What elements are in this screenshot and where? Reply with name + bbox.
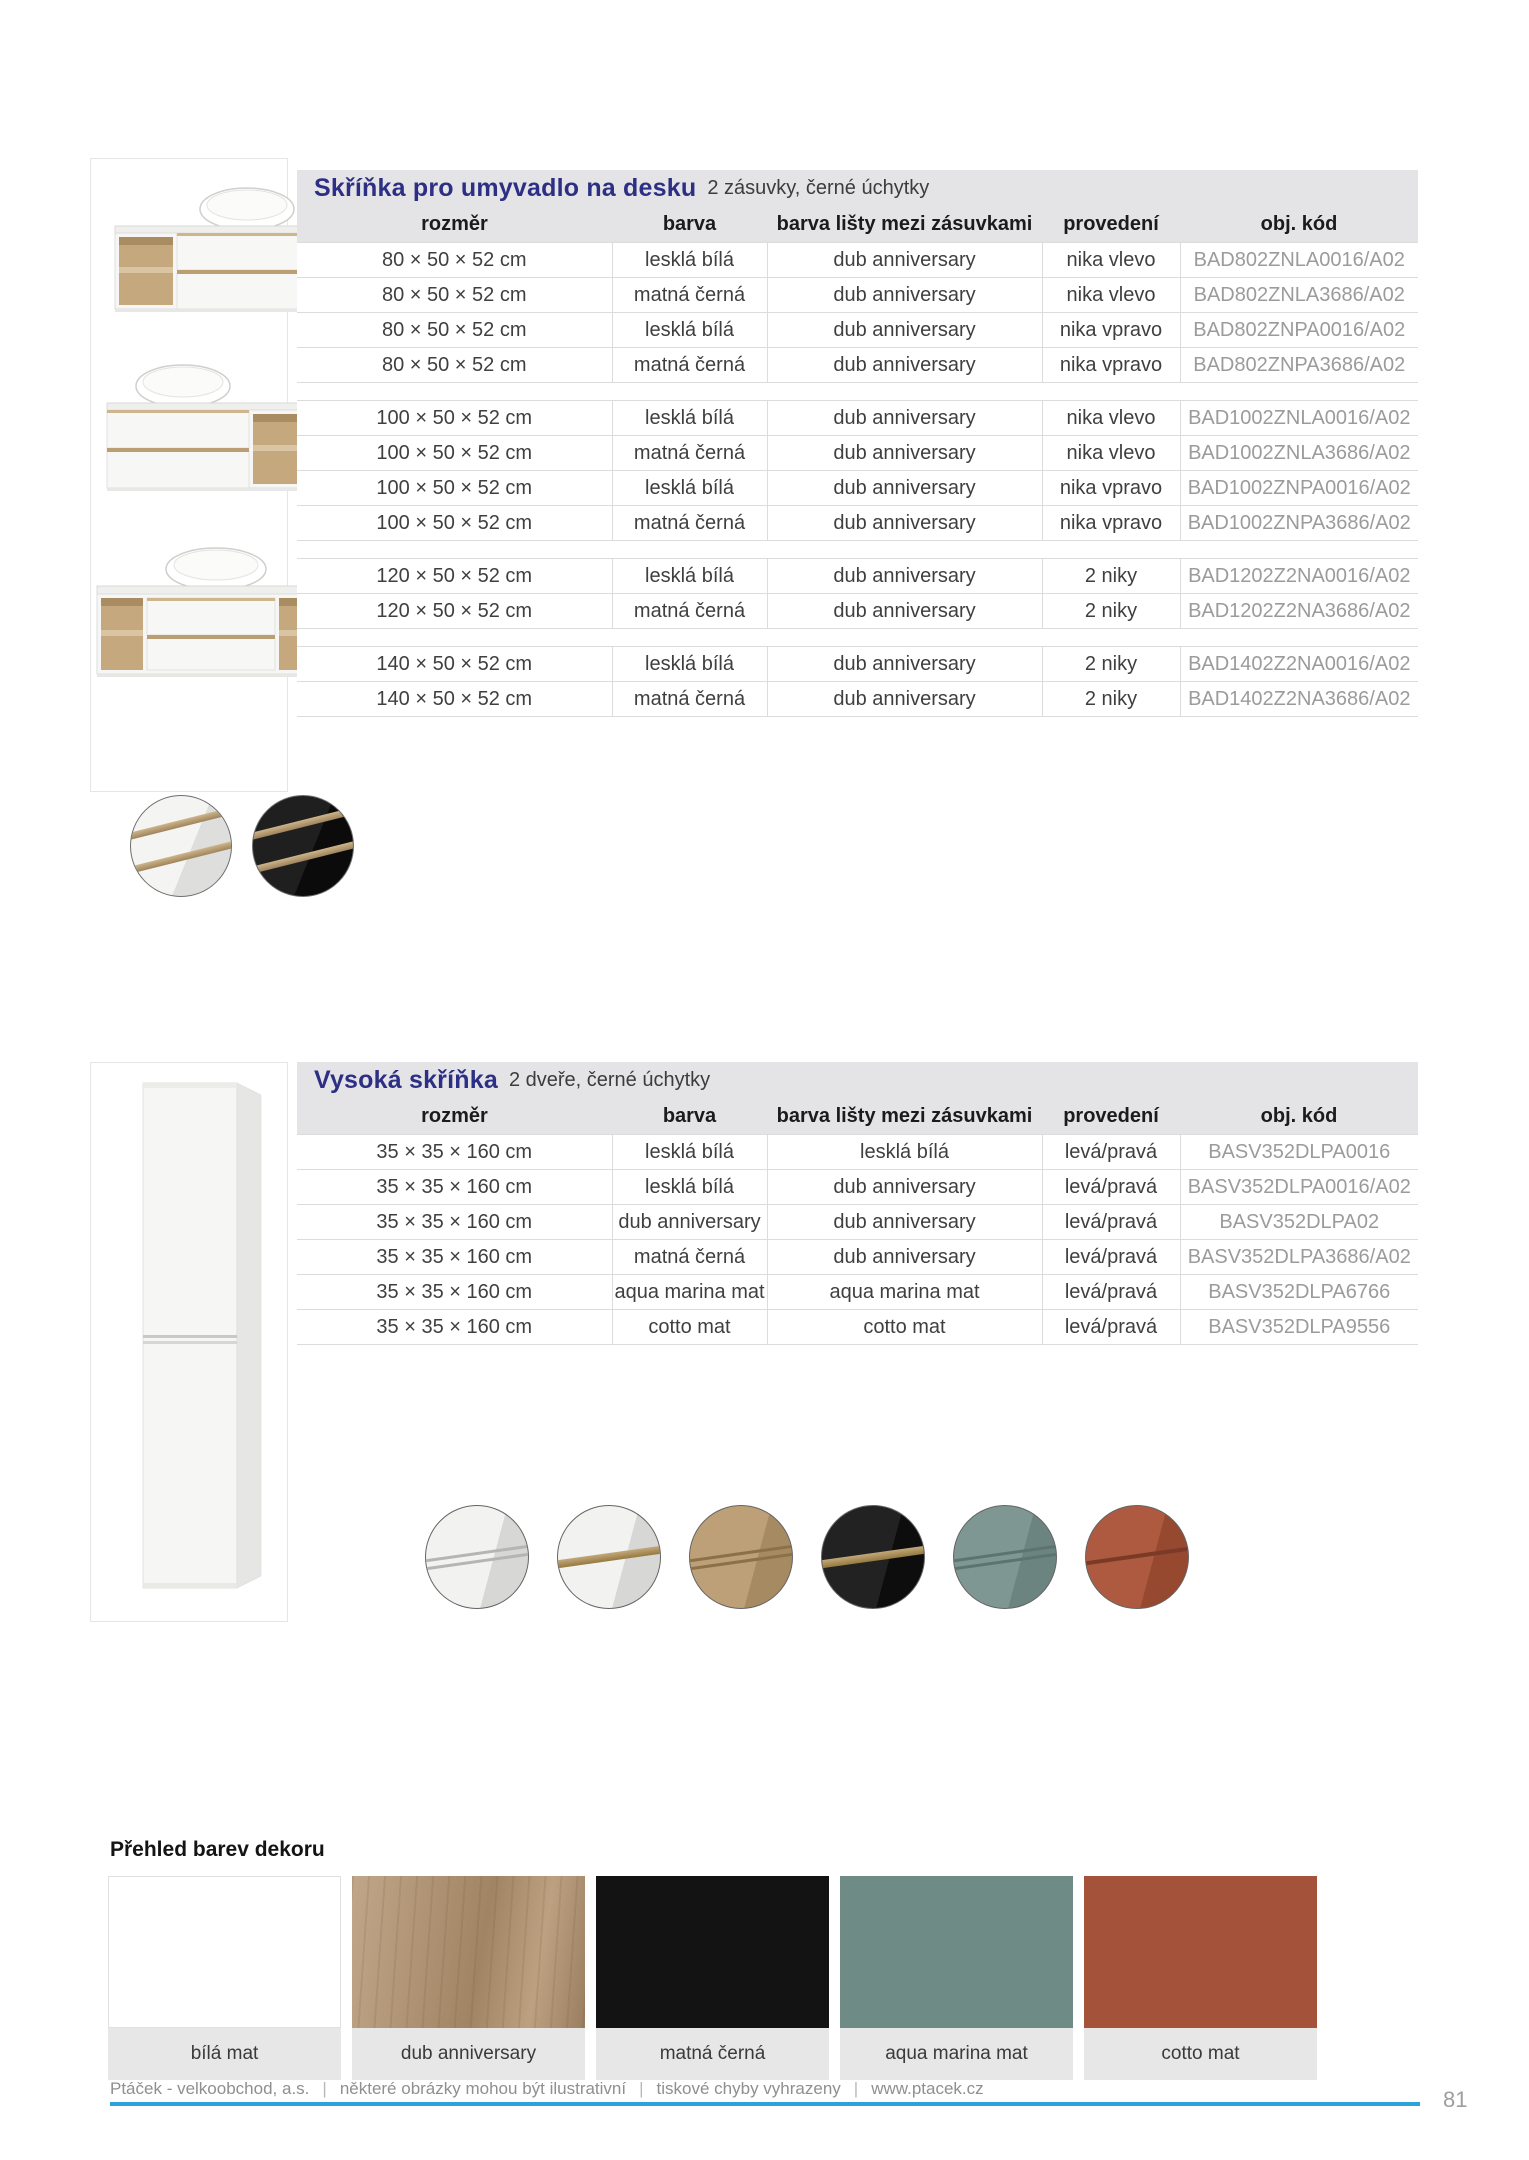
cell-lista: dub anniversary — [767, 1240, 1042, 1275]
cell-barva: aqua marina mat — [612, 1275, 767, 1310]
cell-provedeni: nika vlevo — [1042, 401, 1180, 436]
cell-rozmer: 35 × 35 × 160 cm — [297, 1310, 612, 1345]
cell-barva: lesklá bílá — [612, 401, 767, 436]
cell-kod: BASV352DLPA9556 — [1180, 1310, 1418, 1345]
cell-rozmer: 80 × 50 × 52 cm — [297, 348, 612, 383]
cell-provedeni: levá/pravá — [1042, 1135, 1180, 1170]
table-row — [297, 1240, 1418, 1275]
cell-provedeni: nika vpravo — [1042, 313, 1180, 348]
cell-kod: BAD802ZNLA0016/A02 — [1180, 243, 1418, 278]
footer-company: Ptáček - velkoobchod, a.s. — [110, 2079, 310, 2098]
table-row — [297, 401, 1418, 436]
finish-detail-cotto-image — [1085, 1505, 1189, 1609]
table-row — [297, 1135, 1418, 1170]
cell-provedeni: levá/pravá — [1042, 1170, 1180, 1205]
cell-kod: BAD1002ZNPA3686/A02 — [1180, 506, 1418, 541]
decor-swatch — [840, 1876, 1073, 2080]
col-provedeni: provedení — [1042, 1098, 1180, 1135]
col-rozmer: rozměr — [297, 1098, 612, 1135]
table-row — [297, 682, 1418, 717]
col-barva: barva — [612, 1098, 767, 1135]
cell-rozmer: 80 × 50 × 52 cm — [297, 243, 612, 278]
cell-barva: cotto mat — [612, 1310, 767, 1345]
decor-swatch — [596, 1876, 829, 2080]
decor-swatch-color — [1084, 1876, 1317, 2028]
cell-kod: BASV352DLPA0016 — [1180, 1135, 1418, 1170]
cell-lista: dub anniversary — [767, 243, 1042, 278]
footer-accent-line — [110, 2102, 1420, 2106]
footer-note-illustrative: některé obrázky mohou být ilustrativní — [339, 2079, 627, 2098]
table-row — [297, 313, 1418, 348]
cell-barva: matná černá — [612, 1240, 767, 1275]
decor-overview-heading: Přehled barev dekoru — [110, 1838, 325, 1861]
section2-title: Vysoká skříňka — [314, 1065, 498, 1094]
cell-barva: dub anniversary — [612, 1205, 767, 1240]
cell-provedeni: levá/pravá — [1042, 1275, 1180, 1310]
cell-lista: dub anniversary — [767, 436, 1042, 471]
cell-kod: BAD802ZNPA0016/A02 — [1180, 313, 1418, 348]
cell-rozmer: 100 × 50 × 52 cm — [297, 471, 612, 506]
decor-swatch-label: aqua marina mat — [840, 2028, 1073, 2080]
cell-barva: lesklá bílá — [612, 313, 767, 348]
cell-lista: dub anniversary — [767, 594, 1042, 629]
col-provedeni: provedení — [1042, 206, 1180, 243]
cell-kod: BAD1202Z2NA3686/A02 — [1180, 594, 1418, 629]
table-row — [297, 243, 1418, 278]
cell-rozmer: 100 × 50 × 52 cm — [297, 506, 612, 541]
decor-swatch-color — [108, 1876, 341, 2028]
decor-swatch-color — [840, 1876, 1073, 2028]
cell-barva: lesklá bílá — [612, 471, 767, 506]
col-lista: barva lišty mezi zásuvkami — [767, 206, 1042, 243]
cell-lista: dub anniversary — [767, 313, 1042, 348]
footer-separator: | — [639, 2079, 644, 2098]
cell-lista: dub anniversary — [767, 1205, 1042, 1240]
col-kod: obj. kód — [1180, 206, 1418, 243]
decor-swatch-color — [352, 1876, 585, 2028]
table-row — [297, 594, 1418, 629]
cell-rozmer: 80 × 50 × 52 cm — [297, 313, 612, 348]
cell-barva: lesklá bílá — [612, 559, 767, 594]
cell-kod: BAD1402Z2NA0016/A02 — [1180, 647, 1418, 682]
cell-barva: lesklá bílá — [612, 647, 767, 682]
cell-kod: BAD802ZNPA3686/A02 — [1180, 348, 1418, 383]
footer-separator: | — [853, 2079, 859, 2098]
finish-detail-white-gloss-image — [130, 795, 232, 897]
cell-provedeni: nika vlevo — [1042, 243, 1180, 278]
cell-kod: BAD1002ZNLA3686/A02 — [1180, 436, 1418, 471]
table-header-row — [297, 1098, 1418, 1135]
cell-provedeni: nika vpravo — [1042, 348, 1180, 383]
cell-rozmer: 140 × 50 × 52 cm — [297, 647, 612, 682]
cell-kod: BAD1002ZNLA0016/A02 — [1180, 401, 1418, 436]
cell-lista: dub anniversary — [767, 401, 1042, 436]
decor-swatch-label: matná černá — [596, 2028, 829, 2080]
cell-rozmer: 35 × 35 × 160 cm — [297, 1170, 612, 1205]
cell-rozmer: 35 × 35 × 160 cm — [297, 1205, 612, 1240]
cell-rozmer: 35 × 35 × 160 cm — [297, 1275, 612, 1310]
cell-provedeni: nika vpravo — [1042, 506, 1180, 541]
section1-title-bar — [297, 170, 1418, 206]
cell-kod: BAD802ZNLA3686/A02 — [1180, 278, 1418, 313]
cell-rozmer: 100 × 50 × 52 cm — [297, 401, 612, 436]
cell-lista: dub anniversary — [767, 348, 1042, 383]
cell-kod: BASV352DLPA02 — [1180, 1205, 1418, 1240]
cell-lista: dub anniversary — [767, 471, 1042, 506]
cell-provedeni: levá/pravá — [1042, 1205, 1180, 1240]
decor-swatch-label: bílá mat — [108, 2028, 341, 2080]
cell-lista: aqua marina mat — [767, 1275, 1042, 1310]
cell-kod: BASV352DLPA3686/A02 — [1180, 1240, 1418, 1275]
footer-note-errors: tiskové chyby vyhrazeny — [656, 2079, 841, 2098]
spacer-row — [297, 541, 1418, 559]
cell-kod: BAD1202Z2NA0016/A02 — [1180, 559, 1418, 594]
cell-lista: cotto mat — [767, 1310, 1042, 1345]
cell-rozmer: 35 × 35 × 160 cm — [297, 1240, 612, 1275]
tall-cabinet-image — [97, 1069, 281, 1614]
tall-cabinet-table — [297, 1098, 1418, 1345]
table-row — [297, 436, 1418, 471]
cell-kod: BAD1002ZNPA0016/A02 — [1180, 471, 1418, 506]
page-footer — [110, 2079, 984, 2099]
table-header-row — [297, 206, 1418, 243]
cell-provedeni: levá/pravá — [1042, 1240, 1180, 1275]
cell-barva: matná černá — [612, 436, 767, 471]
finish-detail-white-gloss-white-image — [425, 1505, 529, 1609]
table-row — [297, 647, 1418, 682]
cell-rozmer: 100 × 50 × 52 cm — [297, 436, 612, 471]
cell-provedeni: nika vlevo — [1042, 278, 1180, 313]
cell-barva: lesklá bílá — [612, 243, 767, 278]
cell-barva: matná černá — [612, 348, 767, 383]
cell-kod: BASV352DLPA0016/A02 — [1180, 1170, 1418, 1205]
decor-swatch-label: cotto mat — [1084, 2028, 1317, 2080]
cell-provedeni: levá/pravá — [1042, 1310, 1180, 1345]
cell-barva: lesklá bílá — [612, 1135, 767, 1170]
spacer-row — [297, 629, 1418, 647]
col-lista: barva lišty mezi zásuvkami — [767, 1098, 1042, 1135]
cell-rozmer: 140 × 50 × 52 cm — [297, 682, 612, 717]
cell-provedeni: 2 niky — [1042, 647, 1180, 682]
table-row — [297, 1205, 1418, 1240]
decor-swatch — [352, 1876, 585, 2080]
cell-barva: matná černá — [612, 594, 767, 629]
decor-swatch — [108, 1876, 341, 2080]
table-row — [297, 471, 1418, 506]
decor-swatch-label: dub anniversary — [352, 2028, 585, 2080]
page-number: 81 — [1443, 2087, 1468, 2112]
cell-provedeni: 2 niky — [1042, 594, 1180, 629]
cell-kod: BASV352DLPA6766 — [1180, 1275, 1418, 1310]
cell-kod: BAD1402Z2NA3686/A02 — [1180, 682, 1418, 717]
footer-separator: | — [322, 2079, 327, 2098]
washbasin-cabinet-two-niches-image — [91, 527, 331, 702]
table-row — [297, 348, 1418, 383]
finish-detail-oak-anniversary-image — [689, 1505, 793, 1609]
decor-swatch-color — [596, 1876, 829, 2028]
table-row — [297, 1310, 1418, 1345]
table-row — [297, 1170, 1418, 1205]
section2-subtitle: 2 dveře, černé úchytky — [508, 1068, 711, 1091]
cell-barva: matná černá — [612, 682, 767, 717]
col-kod: obj. kód — [1180, 1098, 1418, 1135]
cell-rozmer: 80 × 50 × 52 cm — [297, 278, 612, 313]
cell-rozmer: 120 × 50 × 52 cm — [297, 594, 612, 629]
cell-lista: dub anniversary — [767, 278, 1042, 313]
section2-title-bar — [297, 1062, 1418, 1098]
section1-title: Skříňka pro umyvadlo na desku — [314, 173, 697, 202]
table-row — [297, 559, 1418, 594]
finish-detail-matte-black-image — [252, 795, 354, 897]
cell-lista: dub anniversary — [767, 559, 1042, 594]
cell-lista: dub anniversary — [767, 647, 1042, 682]
finish-detail-aqua-marina-image — [953, 1505, 1057, 1609]
footer-url: www.ptacek.cz — [871, 2079, 984, 2098]
product-image-tall-cabinet — [90, 1062, 288, 1622]
cell-provedeni: nika vpravo — [1042, 471, 1180, 506]
cell-rozmer: 120 × 50 × 52 cm — [297, 559, 612, 594]
table-row — [297, 1275, 1418, 1310]
col-rozmer: rozměr — [297, 206, 612, 243]
cell-lista: dub anniversary — [767, 1170, 1042, 1205]
cell-provedeni: 2 niky — [1042, 559, 1180, 594]
product-images-washbasin-cabinet — [90, 158, 288, 792]
finish-detail-white-gloss-oak-image — [557, 1505, 661, 1609]
cell-provedeni: 2 niky — [1042, 682, 1180, 717]
table-row — [297, 506, 1418, 541]
cell-lista: lesklá bílá — [767, 1135, 1042, 1170]
cell-lista: dub anniversary — [767, 682, 1042, 717]
table-row — [297, 278, 1418, 313]
col-barva: barva — [612, 206, 767, 243]
washbasin-cabinet-table — [297, 206, 1418, 717]
cell-barva: matná černá — [612, 506, 767, 541]
cell-barva: lesklá bílá — [612, 1170, 767, 1205]
finish-detail-matte-black-oak-image — [821, 1505, 925, 1609]
cell-rozmer: 35 × 35 × 160 cm — [297, 1135, 612, 1170]
cell-provedeni: nika vlevo — [1042, 436, 1180, 471]
cell-barva: matná černá — [612, 278, 767, 313]
section1-subtitle: 2 zásuvky, černé úchytky — [707, 176, 930, 199]
washbasin-cabinet-niche-right-image — [93, 344, 328, 519]
spacer-row — [297, 383, 1418, 401]
decor-swatch — [1084, 1876, 1317, 2080]
cell-lista: dub anniversary — [767, 506, 1042, 541]
